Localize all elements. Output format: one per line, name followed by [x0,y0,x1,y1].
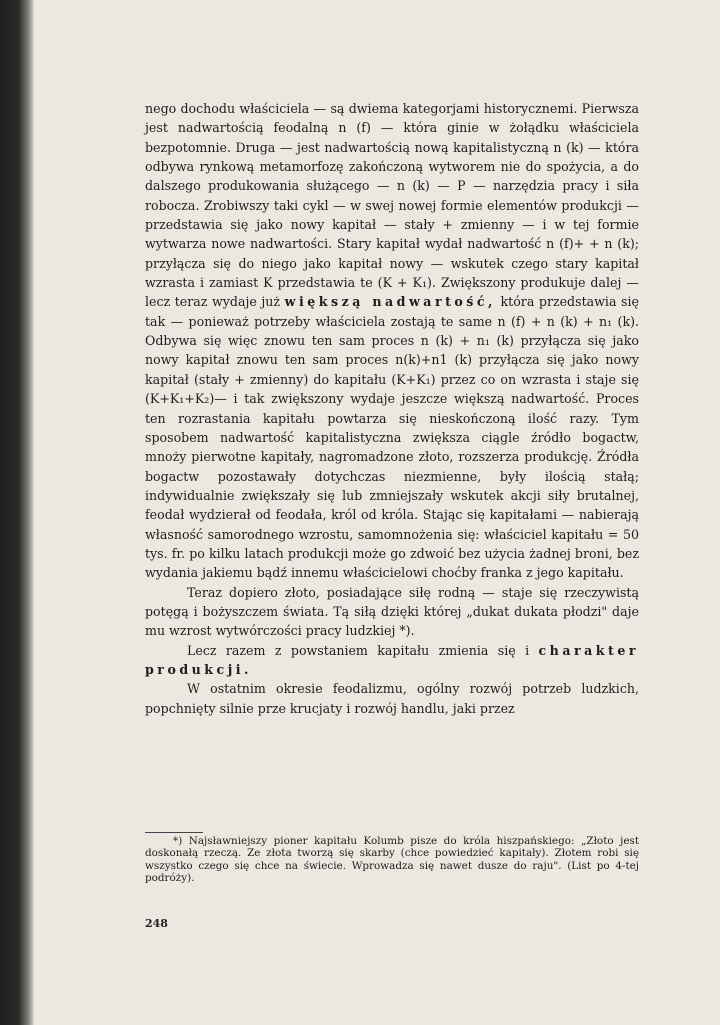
page-number: 248 [145,917,168,930]
paragraph-3-emphasis: charakter produkcji. [145,642,639,677]
paragraph-1-continuation: która przedstawia się tak — ponieważ potrzeby właściciela zostają te same n (f) + n (k) + n₁ (k). Odbywa się więc znowu ten sam proces n (k) + n₁ (k) przyłącza się jako nowy kapitał znowu ten sam proces n(k)+n1 (k) przyłącza się jako nowy kapitał (stały + zmienny) do kapitału (K+K₁) przez co on wzrasta i staje się (K+K₁+K₂)— i tak zwiększony wydaje jeszcze większą nadwartość. Proces ten rozrastania kapitału powtarza się nieskończoną ilość razy. Tym sposobem nadwartość kapitalistyczna zwiększa ciągle źródło bogactw, mnoży pierwotne kapitały, nagromadzone złoto, rozszerza produkcję. Źródła bogactw pozostawały dotychczas niezmienne, były ilością stałą; indywidualnie zwiększały się lub zmniejszały wskutek akcji siły brutalnej, feodał wydzierał od feodała, król od króla. Stając się kapitałami — nabierają własność samorodnego wzrostu, samomnożenia się: właściciel kapitału = 50 tys. fr. po kilku latach produkcji może go zdwoić bez użycia żadnej broni, bez wydania jakiemu bądź innemu właścicielowi choćby franka z jego kapitału. [145,294,639,581]
main-text [145,99,639,718]
binding-shadow [0,0,34,1025]
footnote: *) Najsławniejszy pioner kapitału Kolumb pisze do króla hiszpańskiego: „Złoto jest doskonałą rzeczą. Ze złota tworzą się skarby (chce powiedzieć kapitały). Złotem robi się wszystko czego się chce na świecie. Wprowadza się nawet dusze do raju". (List po 4-tej podróży). [145,835,639,885]
paragraph-3-text: Lecz razem z powstaniem kapitału zmienia się i [187,642,539,658]
paragraph-1-emphasis: większą nadwartość, [284,294,496,310]
paragraph-3 [145,641,639,680]
paragraph-1 [145,99,639,583]
paragraph-2: Teraz dopiero złoto, posiadające siłę rodną — staje się rzeczywistą potęgą i bożyszczem świata. Tą siłą dzięki której „dukat dukata płodzi" daje mu wzrost wytwórczości pracy ludzkiej *). [145,584,639,639]
paragraph-4: W ostatnim okresie feodalizmu, ogólny rozwój potrzeb ludzkich, popchnięty silnie prze krucjaty i rozwój handlu, jaki przez [145,681,639,716]
paragraph-1-text: nego dochodu właściciela — są dwiema kategorjami historycznemi. Pierwsza jest nadwartością feodalną n (f) — która ginie w żołądku właściciela bezpotomnie. Druga — jest nadwartością nową kapitalistyczną n (k) — która odbywa rynkową metamorfozę zakończoną wytworem nie do spożycia, a do dalszego produkowania służącego — n (k) — P — narzędzia pracy i siła robocza. Zrobiwszy taki cykl — w swej nowej formie elementów produkcji — przedstawia się jako nowy kapitał — stały + zmienny — i w tej formie wytwarza nowe nadwartości. Stary kapitał wydał nadwartość n (f)+ + n (k); przyłącza się do niego jako kapitał nowy — wskutek czego stary kapitał wzrasta i zamiast K przedstawia te (K + K₁). Zwiększony produkuje dalej — lecz teraz wydaje już [145,101,639,310]
footnote-divider [145,832,203,833]
footnote-area [145,832,639,885]
